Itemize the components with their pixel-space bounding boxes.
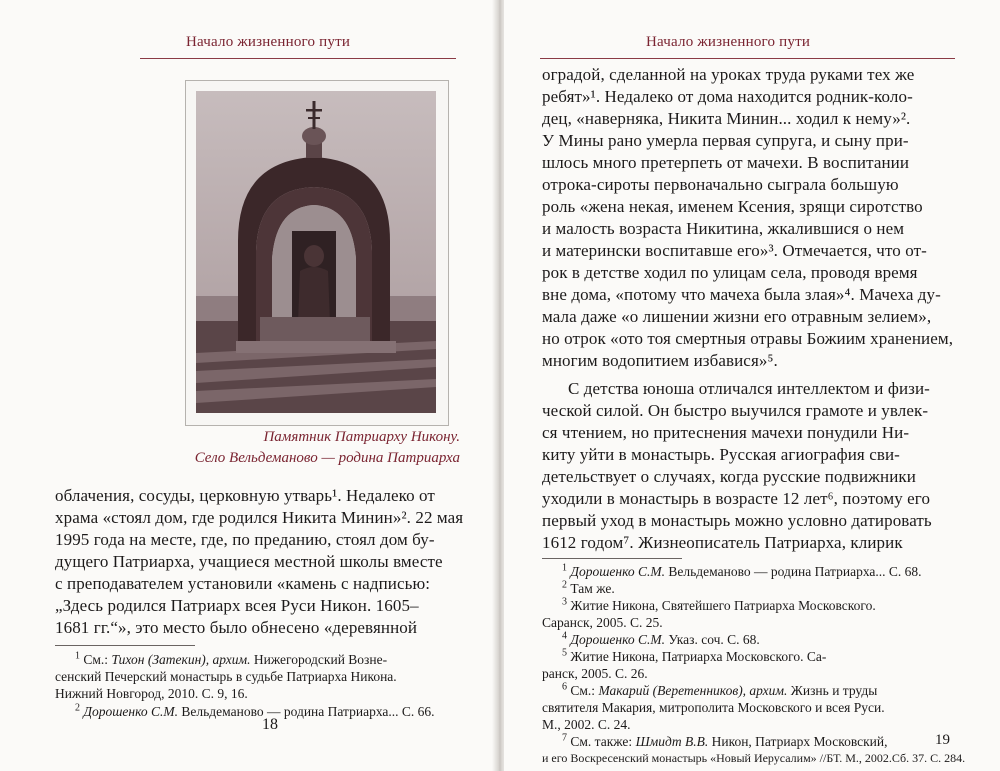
left-header-rule	[140, 58, 456, 59]
right-body-line: дец, «наверняка, Никита Минин... ходил к нему»².	[542, 109, 911, 128]
right-running-head: Начало жизненного пути	[646, 34, 811, 50]
right-body-line: роль «жена некая, именем Ксения, зрящи сиротство	[542, 197, 923, 216]
right-footnote-3-cont: Саранск, 2005. С. 25.	[542, 615, 663, 630]
right-body-line: детельствует о случаях, когда русские подвижники	[542, 467, 916, 486]
right-body-line: и матерински воспитавше его»³. Отмечается, что от-	[542, 241, 927, 260]
right-body-line: оградой, сделанной на уроках труда руками тех же	[542, 65, 915, 84]
right-body-line: мала даже «о лишении жизни его отравным зелием»,	[542, 307, 932, 326]
left-footnote-2: $^2$ Дорошенко С.М. Вельдеманово — родина Патриарха... С. 66.	[75, 702, 435, 719]
right-footnote-7-cont: и его Воскресенский монастырь «Новый Иерусалим» //БТ. М., 2002.Сб. 37. С. 284.	[542, 751, 966, 765]
right-footnote-1: $^1$ Дорошенко С.М. Вельдеманово — родина Патриарха... С. 68.	[562, 562, 922, 579]
right-body-line: С детства юноша отличался интеллектом и физи-	[568, 379, 930, 398]
right-page-number: 19	[935, 732, 950, 748]
right-body-line: 1612 годом⁷. Жизнеописатель Патриарха, клирик	[542, 533, 903, 552]
left-footnote-1: $^1$ См.: Тихон (Затекин), архим. Нижегородский Возне-	[75, 650, 388, 667]
right-footnote-6: $^6$ См.: Макарий (Веретенников), архим. Жизнь и труды	[562, 681, 878, 698]
right-body-line: ческой силой. Он быстро выучился грамоте и увлек-	[542, 401, 929, 420]
right-footnote-6-cont: М., 2002. С. 24.	[542, 717, 631, 732]
right-body-line: У Мины рано умерла первая супруга, и сыну при-	[542, 131, 909, 150]
monument-illustration	[196, 91, 436, 413]
right-body-line: уходили в монастырь в возрасте 12 лет⁶, поэтому его	[542, 489, 931, 508]
right-body-line: но отрок «ото тоя смертныя отравы Божиим хранением,	[542, 329, 954, 348]
photo-frame	[185, 80, 449, 426]
right-header-rule	[540, 58, 955, 59]
left-footnote-1-cont: Нижний Новгород, 2010. С. 9, 16.	[55, 686, 248, 701]
right-body-line: отрока-сироты первоначально сыграла большую	[542, 175, 899, 194]
photo-caption-line-2: Село Вельдеманово — родина Патриарха	[194, 450, 460, 466]
right-footnote-2: $^2$ Там же.	[562, 579, 615, 596]
photo-caption-line-1: Памятник Патриарху Никону.	[263, 429, 460, 445]
left-footnote-1-cont: сенский Печерский монастырь в судьбе Патриарха Никона.	[55, 669, 397, 684]
right-footnote-3: $^3$ Житие Никона, Святейшего Патриарха Московского.	[562, 596, 876, 613]
right-footnote-6-cont: святителя Макария, митрополита Московского и всея Руси.	[542, 700, 885, 715]
right-footnote-4: $^4$ Дорошенко С.М. Указ. соч. С. 68.	[562, 630, 760, 647]
right-body-line: и малость возраста Никитина, жкалившися о нем	[542, 219, 905, 238]
right-body-line: первый уход в монастырь можно условно датировать	[542, 511, 932, 530]
left-body-line: дущего Патриарха, учащиеся местной школы вместе	[55, 552, 443, 571]
left-body-line: 1681 гг.“», это место было обнесено «деревянной	[55, 618, 418, 637]
left-footnote-rule	[55, 645, 195, 646]
left-page	[0, 0, 496, 771]
right-body-line: многим водопитием избавися»⁵.	[542, 351, 778, 370]
left-body-line: 1995 года на месте, где, по преданию, стоял дом бу-	[55, 530, 435, 549]
right-body-line: киту уйти в монастырь. Русская агиография сви-	[542, 445, 900, 464]
right-footnote-5-cont: ранск, 2005. С. 26.	[542, 666, 648, 681]
right-body-line: ребят»¹. Недалеко от дома находится родник-коло-	[542, 87, 913, 106]
right-footnote-rule	[542, 558, 682, 559]
left-running-head: Начало жизненного пути	[186, 34, 351, 50]
left-body-line: с преподавателем установили «камень с надписью:	[55, 574, 431, 593]
monument-photo	[196, 91, 436, 413]
right-body-line: рок в детстве ходил по улицам села, проводя время	[542, 263, 918, 282]
right-footnote-5: $^5$ Житие Никона, Патриарха Московского. Са-	[562, 647, 827, 664]
right-footnote-7: $^7$ См. также: Шмидт В.В. Никон, Патриарх Московский,	[562, 732, 888, 749]
right-body-line: ся чтением, но притеснения мачехи понудили Ни-	[542, 423, 910, 442]
right-body-line: шлось много претерпеть от мачехи. В воспитании	[542, 153, 910, 172]
left-body-line: храма «стоял дом, где родился Никита Минин»². 22 мая	[55, 508, 464, 527]
left-body-line: облачения, сосуды, церковную утварь¹. Недалеко от	[55, 486, 435, 505]
left-body-line: „Здесь родился Патриарх всея Руси Никон. 1605–	[55, 596, 419, 615]
left-page-number: 18	[262, 716, 278, 733]
right-body-line: вне дома, «потому что мачеха была злая»⁴. Мачеха ду-	[542, 285, 941, 304]
